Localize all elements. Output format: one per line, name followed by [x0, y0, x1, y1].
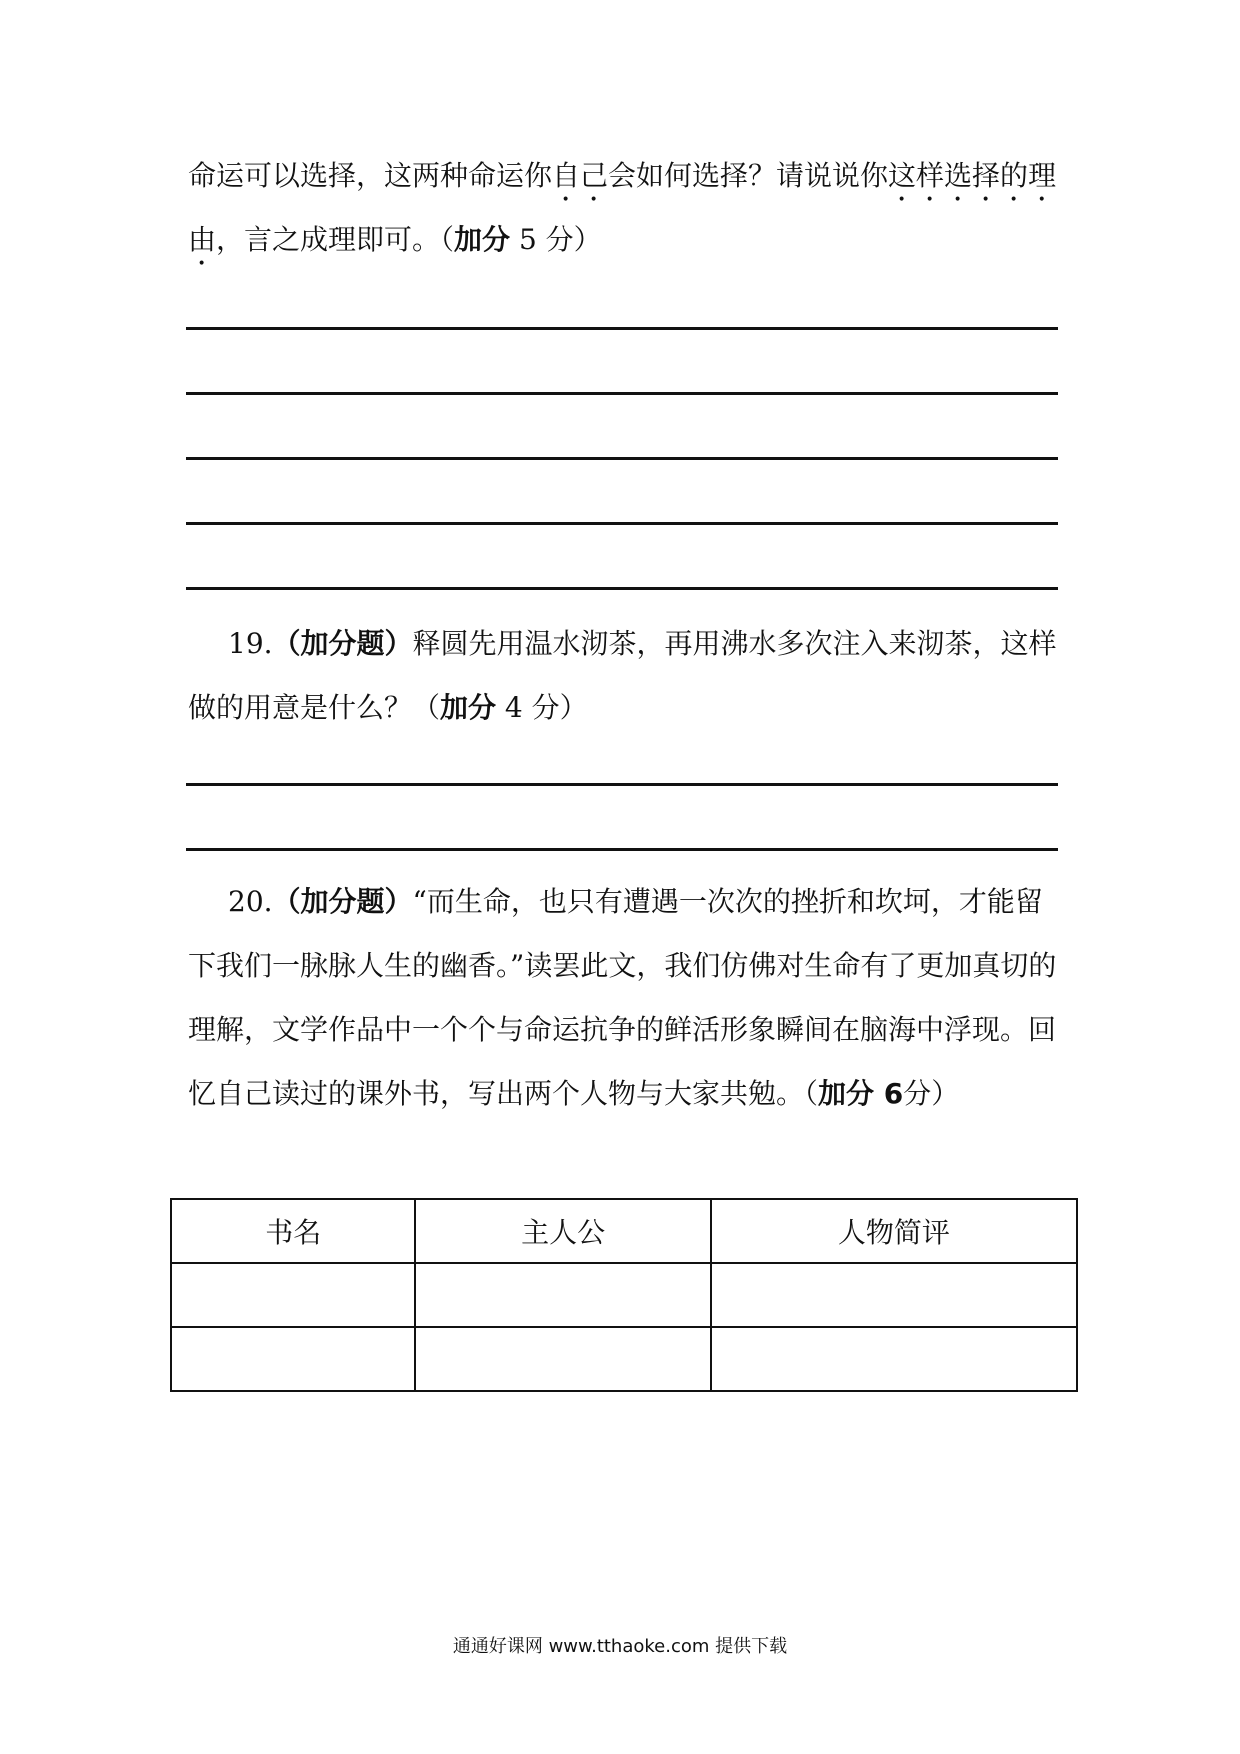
cell-character-review[interactable] — [711, 1263, 1077, 1327]
q18-bonus-label: 加分 — [454, 223, 511, 256]
q19-points: 4 分） — [496, 691, 588, 724]
q19-answer-line-2[interactable] — [186, 848, 1058, 851]
cell-book-title[interactable] — [171, 1327, 415, 1391]
header-character-review: 人物简评 — [711, 1199, 1077, 1263]
q18-answer-line-2[interactable] — [186, 392, 1058, 395]
q19-body: 释圆先用温水沏茶，再用沸水多次注入来沏茶，这样做的用意是什么？（ — [188, 627, 1057, 724]
q18-seg1: 命运可以选择，这两种命运你 — [188, 159, 553, 192]
q19-text — [188, 612, 1060, 740]
q19-number: 19. — [228, 627, 273, 660]
cell-protagonist[interactable] — [415, 1263, 710, 1327]
header-protagonist: 主人公 — [415, 1199, 710, 1263]
q18-seg6: ，言之成理即可。（ — [216, 223, 455, 256]
book-character-table — [170, 1198, 1078, 1392]
q18-seg3: 会如何选择？请说说你 — [608, 159, 889, 192]
q18-emphasis-ziji: 自己 — [552, 159, 609, 192]
q20-number: 20. — [228, 885, 273, 918]
table-header-row — [171, 1199, 1077, 1263]
table-row — [171, 1327, 1077, 1391]
q18-answer-line-4[interactable] — [186, 522, 1058, 525]
q18-answer-line-3[interactable] — [186, 457, 1058, 460]
q18-points: 5 分） — [510, 223, 602, 256]
header-book-title: 书名 — [171, 1199, 415, 1263]
q18-answer-line-5[interactable] — [186, 587, 1058, 590]
q20-points: 分） — [903, 1077, 960, 1110]
cell-book-title[interactable] — [171, 1263, 415, 1327]
q20-bonus-label: 加分 6 — [818, 1077, 904, 1110]
page-footer: 通通好课网 www.tthaoke.com 提供下载 — [452, 1636, 788, 1657]
q20-body: “而生命，也只有遭遇一次次的挫折和坎坷，才能留下我们一脉脉人生的幽香。”读罢此文，我们仿佛对生命有了更加真切的理解，文学作品中一个个与命运抗争的鲜活形象瞬间在脑海中浮现。回忆自己读过的课外书，写出两个人物与大家共勉。（ — [188, 885, 1057, 1110]
q18-emphasis-zheyang: 这样选择的 — [888, 159, 1029, 192]
q18-emphasis-liyou: 理由 — [188, 159, 1057, 256]
q19-bonus-label: 加分 — [440, 691, 497, 724]
table-row — [171, 1263, 1077, 1327]
q20-text — [188, 870, 1060, 1126]
cell-character-review[interactable] — [711, 1327, 1077, 1391]
q19-tag: （加分题） — [272, 627, 413, 660]
q19-answer-line-1[interactable] — [186, 783, 1058, 786]
q18-answer-line-1[interactable] — [186, 327, 1058, 330]
q18-text — [188, 144, 1060, 272]
cell-protagonist[interactable] — [415, 1327, 710, 1391]
q20-tag: （加分题） — [272, 885, 413, 918]
